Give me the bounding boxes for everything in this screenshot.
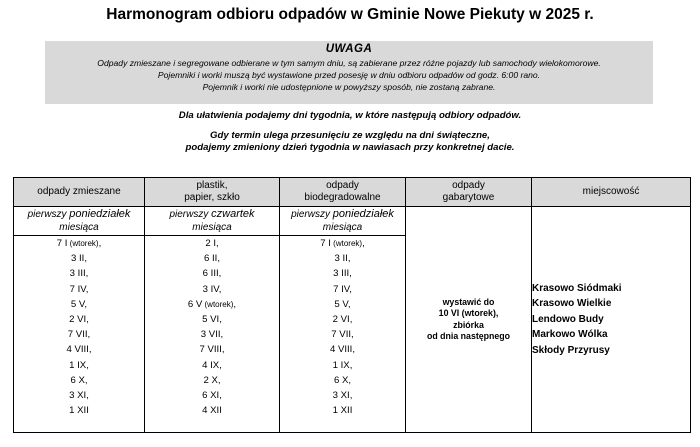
collection-date: 2 VI,: [69, 314, 89, 326]
collection-date: 2 VI,: [332, 314, 353, 326]
date-value: 7 I: [320, 238, 331, 249]
header-row: [14, 178, 691, 207]
frequency-row: [14, 207, 691, 236]
date-value: 3 VII: [200, 329, 221, 341]
collection-date: 3 III,: [333, 268, 352, 280]
place-name: Krasowo Wielkie: [532, 298, 612, 310]
date-note: (wtorek): [67, 239, 99, 248]
date-value: 7 VIII: [199, 344, 222, 356]
collection-date: 3 II,: [70, 253, 87, 265]
collection-date: 2 I,: [205, 238, 219, 249]
date-value: 4 XII: [202, 405, 222, 417]
frequency-plastic: pierwszy czwartek miesiąca: [145, 207, 280, 236]
collection-date: 2 X,: [203, 374, 221, 386]
date-note: (wtorek): [202, 299, 234, 309]
place-name: Krasowo Siódmaki: [532, 282, 622, 294]
dates-plastic: [145, 236, 280, 433]
bulky-info: [406, 207, 532, 433]
place-name: Lendowo Budy: [532, 313, 604, 325]
weekday-note: Dla ułatwienia podajemy dni tygodnia, w które następują odbiory odpadów.: [178, 110, 522, 121]
frequency-bio: pierwszy poniedziałek miesiąca: [280, 207, 406, 236]
date-value: 2 I: [205, 238, 216, 249]
schedule-table: [13, 177, 691, 433]
collection-date: 6 X,: [333, 374, 352, 386]
date-value: 6 XI: [202, 390, 220, 402]
date-value: 2 VI: [332, 314, 350, 326]
collection-date: 3 XI,: [332, 390, 353, 402]
bulky-line: wystawić do: [442, 296, 495, 307]
page-title: Harmonogram odbioru odpadów w Gminie Nowe Piekuty w 2025 r.: [106, 6, 594, 23]
header-mixed: odpady zmieszane: [14, 178, 145, 207]
date-value: 3 II: [70, 253, 85, 265]
date-value: 2 VI: [69, 314, 87, 326]
collection-date: [145, 403, 279, 418]
collection-date: 5 V,: [334, 298, 351, 310]
date-value: 7 IV: [333, 283, 350, 295]
collection-date: 1 IX,: [69, 359, 89, 371]
bulky-line: zbiórka: [453, 319, 484, 330]
notice-line: Odpady zmieszane i segregowane odbierane w tym samym dniu, są zabierane przez różne pojazdy lub samochody wielokomorowe.: [97, 58, 601, 68]
collection-date: 6 V (wtorek),: [187, 298, 237, 310]
frequency-mixed: pierwszy poniedziałek miesiąca: [14, 207, 145, 236]
date-value: 3 II: [334, 253, 348, 265]
date-value: 3 III: [333, 268, 350, 280]
collection-date: 4 VIII,: [66, 344, 92, 356]
collection-date: 7 VIII,: [199, 344, 225, 356]
notice-box: [45, 41, 653, 104]
date-value: 7 IV: [69, 283, 86, 295]
date-value: 3 XI: [69, 390, 87, 402]
date-value: 7 VII: [331, 329, 352, 341]
date-value: 1 IX: [332, 359, 350, 371]
date-value: 3 III: [69, 268, 86, 280]
collection-date: 3 XI,: [69, 390, 89, 402]
date-value: 6 X: [333, 374, 349, 386]
holiday-note: [0, 130, 700, 154]
date-value: 4 VIII: [329, 344, 353, 356]
collection-date: 4 IX,: [202, 359, 222, 371]
collection-date: 5 VI,: [202, 314, 222, 326]
collection-date: 3 II,: [334, 253, 351, 265]
header-plastic: plastik, papier, szkło: [145, 178, 280, 207]
date-value: 3 XI: [332, 390, 350, 402]
collection-date: 7 IV,: [69, 283, 89, 295]
date-value: 5 V: [334, 298, 348, 310]
date-value: 4 IX: [202, 359, 220, 371]
date-value: 6 III: [202, 268, 219, 280]
date-value: 4 VIII: [66, 344, 89, 356]
dates-bio: [280, 236, 406, 433]
date-value: 6 V: [187, 298, 203, 310]
date-value: 6 II: [203, 253, 218, 265]
date-value: 5 V: [70, 298, 85, 310]
date-value: 6 X: [70, 374, 85, 386]
bulky-line: 10 VI (wtorek),: [438, 308, 499, 318]
places-cell: [532, 207, 691, 433]
date-value: 1 XII: [69, 405, 89, 417]
holiday-note-line: Gdy termin ulega przesunięciu ze względu na dni świąteczne,: [210, 130, 490, 141]
dates-mixed: [14, 236, 145, 433]
collection-date: 1 IX,: [332, 359, 353, 371]
collection-date: [280, 403, 405, 418]
collection-date: 7 VII,: [331, 329, 354, 341]
collection-date: 7 I (wtorek),: [56, 238, 102, 249]
collection-date: 6 XI,: [202, 390, 222, 402]
collection-date: 7 I (wtorek),: [320, 238, 365, 249]
date-value: 7 VII: [67, 329, 88, 341]
date-note: (wtorek): [330, 239, 363, 248]
collection-date: 6 II,: [203, 253, 220, 265]
place-name: Markowo Wólka: [532, 329, 608, 341]
date-value: 2 X: [203, 374, 218, 386]
collection-date: 3 III,: [69, 268, 89, 280]
header-bulky: odpady gabarytowe: [406, 178, 532, 207]
date-value: 1 IX: [69, 359, 87, 371]
collection-date: 6 III,: [202, 268, 222, 280]
notice-heading: UWAGA: [325, 43, 373, 55]
bulky-line: od dnia następnego: [426, 331, 511, 341]
notice-line: Pojemnik i worki nie udostępnione w powyższy sposób, nie zostaną zabrane.: [202, 82, 496, 92]
collection-date: 4 VIII,: [329, 344, 356, 356]
date-value: 3 IV: [202, 283, 219, 295]
collection-date: 5 V,: [70, 298, 88, 310]
date-value: 1 XII: [332, 405, 353, 417]
collection-date: 3 VII,: [200, 329, 224, 341]
collection-date: 6 X,: [70, 374, 88, 386]
holiday-note-line: podajemy zmieniony dzień tygodnia w nawiasach przy konkretnej dacie.: [185, 142, 515, 153]
header-bio: odpady biodegradowalne: [280, 178, 406, 207]
header-place: miejscowość: [532, 178, 691, 207]
date-value: 5 VI: [202, 314, 220, 326]
date-value: 7 I: [56, 238, 68, 249]
place-name: Skłody Przyrusy: [532, 344, 610, 356]
collection-date: 7 IV,: [333, 283, 352, 295]
collection-date: 3 IV,: [202, 283, 222, 295]
notice-line: Pojemniki i worki muszą być wystawione przed posesję w dniu odbioru odpadów od godz. 6:00 rano.: [157, 70, 541, 80]
collection-date: [14, 403, 144, 418]
collection-date: 7 VII,: [67, 329, 91, 341]
